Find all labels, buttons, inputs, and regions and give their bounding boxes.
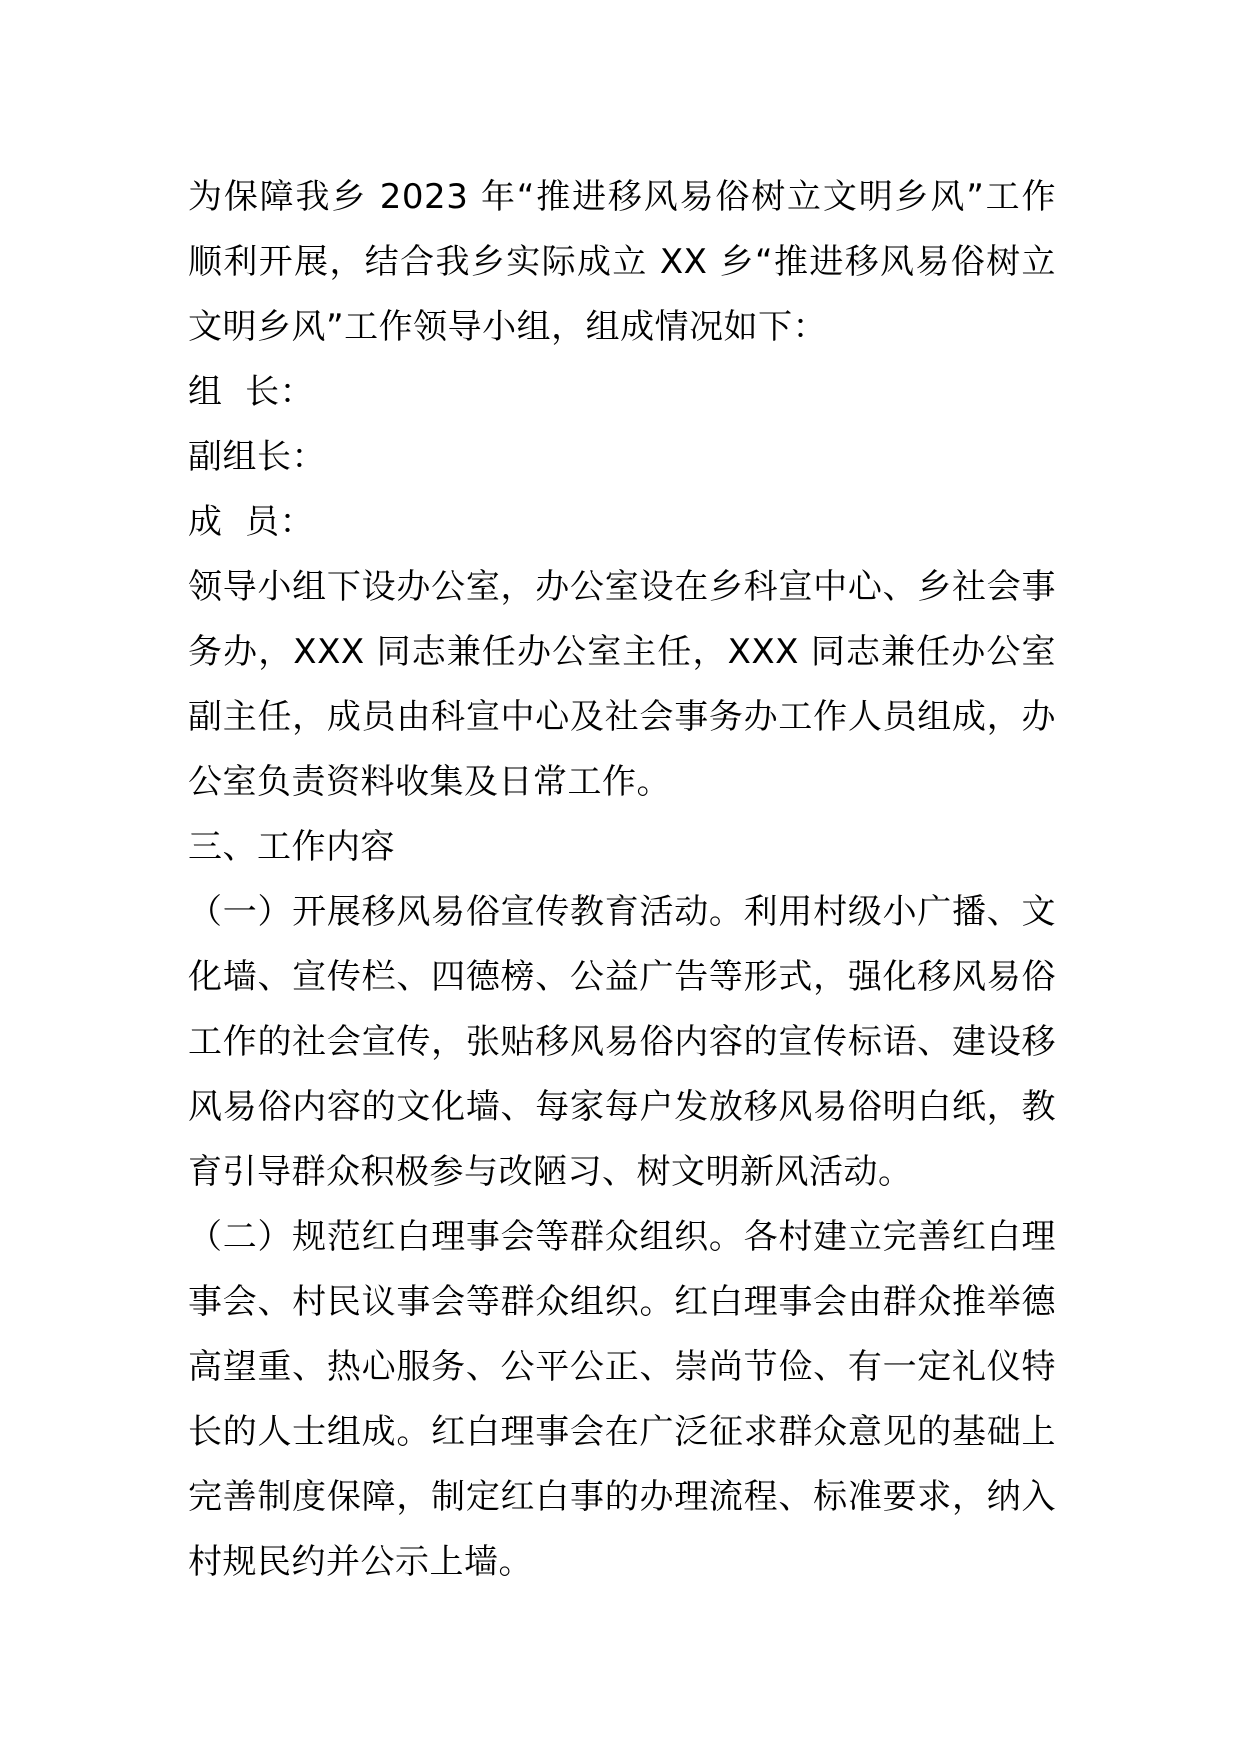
deputy-leader-line: 副组长：: [188, 437, 326, 477]
office-paragraph: 领导小组下设办公室，办公室设在乡科宣中心、乡社会事务办，XXX 同志兼任办公室主任，XXX 同志兼任办公室副主任，成员由科宣中心及社会事务办工作人员组成，办公室负责资料收集及日常工作。: [188, 567, 1056, 802]
item-2-paragraph: （二）规范红白理事会等群众组织。各村建立完善红白理事会、村民议事会等群众组织。红白理事会由群众推举德高望重、热心服务、公平公正、崇尚节俭、有一定礼仪特长的人士组成。红白理事会在广泛征求群众意见的基础上完善制度保障，制定红白事的办理流程、标准要求，纳入村规民约并公示上墙。: [188, 1217, 1056, 1582]
group-leader-line: 组 长：: [188, 372, 315, 412]
document-body: [188, 165, 1056, 1595]
section-heading: 三、工作内容: [188, 827, 395, 867]
members-line: 成 员：: [188, 502, 315, 542]
item-1-paragraph: （一）开展移风易俗宣传教育活动。利用村级小广播、文化墙、宣传栏、四德榜、公益广告等形式，强化移风易俗工作的社会宣传，张贴移风易俗内容的宣传标语、建设移风易俗内容的文化墙、每家每户发放移风易俗明白纸，教育引导群众积极参与改陋习、树文明新风活动。: [188, 892, 1056, 1192]
intro-paragraph: 为保障我乡 2023 年“推进移风易俗树立文明乡风”工作顺利开展，结合我乡实际成立 XX 乡“推进移风易俗树立文明乡风”工作领导小组，组成情况如下：: [188, 177, 1056, 347]
